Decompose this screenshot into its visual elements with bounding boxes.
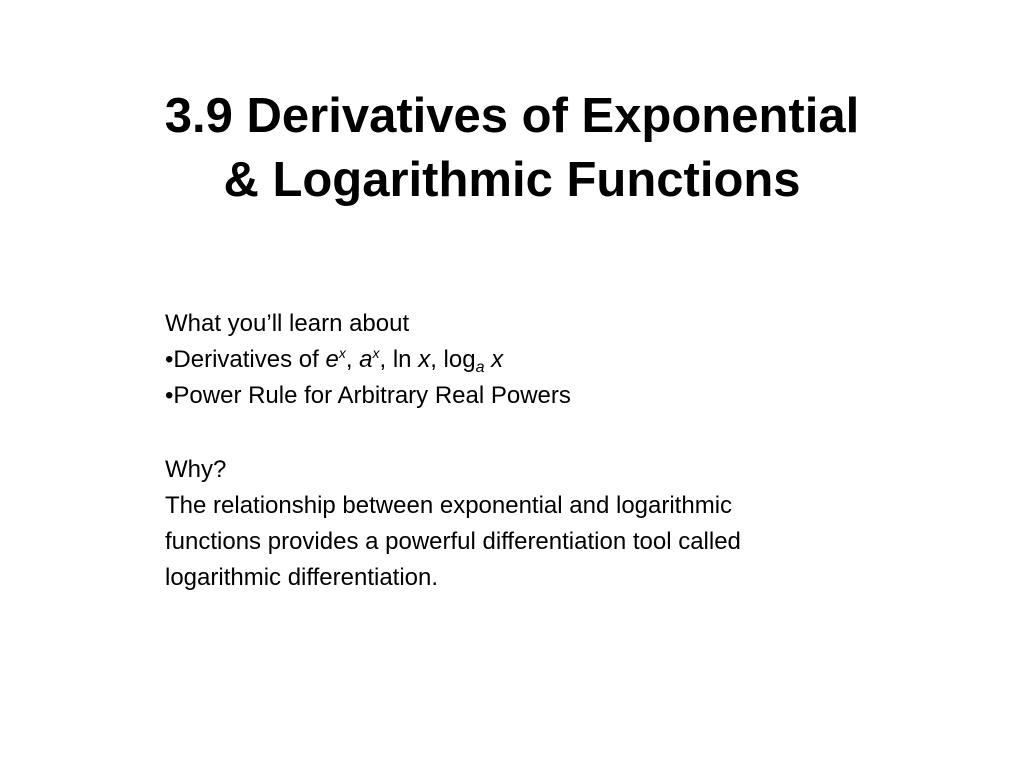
bullet-derivatives-prefix: •Derivatives of — [165, 346, 326, 373]
title-line-2: & Logarithmic Functions — [223, 153, 801, 207]
bullet-derivatives — [165, 342, 865, 378]
spacer — [165, 414, 865, 452]
symbol-x-1: x — [418, 346, 431, 373]
bullet-power-rule: •Power Rule for Arbitrary Real Powers — [165, 382, 571, 409]
why-paragraph — [165, 488, 855, 596]
separator-log: , log — [430, 346, 476, 373]
slide-title — [0, 84, 1024, 212]
log-base-a: a — [475, 359, 485, 376]
learn-heading: What you’ll learn about — [165, 310, 410, 337]
why-line-1: The relationship between exponential and logarithmic — [165, 492, 733, 519]
symbol-e: e — [325, 346, 339, 373]
exponent-x-2: x — [372, 345, 380, 361]
symbol-x-2: x — [491, 346, 504, 373]
exponent-x-1: x — [338, 345, 346, 361]
why-heading: Why? — [165, 456, 227, 483]
title-line-1: 3.9 Derivatives of Exponential — [164, 89, 860, 143]
why-line-2: functions provides a powerful differentiation tool called — [165, 528, 741, 555]
separator-1: , — [345, 346, 360, 373]
why-line-3: logarithmic differentiation. — [165, 564, 439, 591]
separator-ln: , ln — [379, 346, 419, 373]
slide-body — [165, 306, 865, 596]
symbol-a: a — [359, 346, 373, 373]
